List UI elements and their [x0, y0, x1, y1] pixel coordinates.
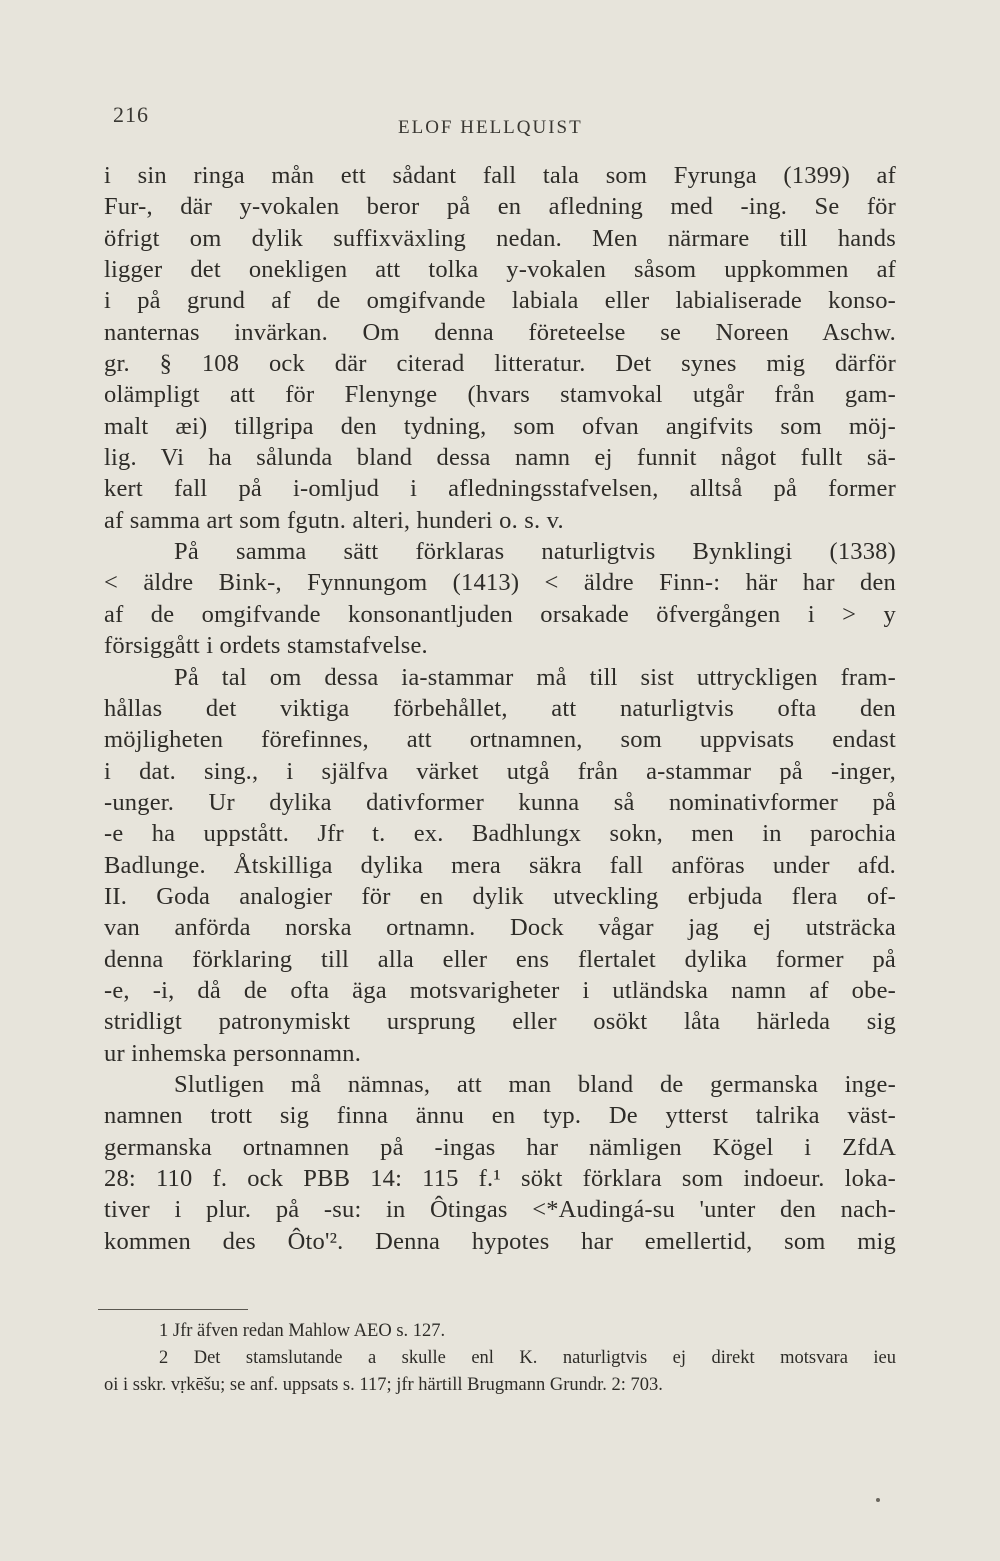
- text-line: Fur-, där y-vokalen beror på en afledning med -ing. Se för: [104, 193, 896, 221]
- footnote-line: oi i sskr. vṛkēšu; se anf. uppsats s. 117; jfr härtill Brugmann Grundr. 2: 703.: [104, 1375, 663, 1395]
- text-line: kert fall på i-omljud i afledningsstafvelsen, alltså på former: [104, 475, 896, 503]
- text-line: kommen des Ôto'². Denna hypotes har emellertid, som mig: [104, 1227, 896, 1255]
- text-line: olämpligt att för Flenynge (hvars stamvokal utgår från gam-: [104, 381, 896, 409]
- text-line: i dat. sing., i själfva värket utgå från a-stammar på -inger,: [104, 757, 896, 785]
- text-line: På tal om dessa ia-stammar må till sist uttryckligen fram-: [174, 663, 896, 691]
- text-line: lig. Vi ha sålunda bland dessa namn ej funnit något fullt sä-: [104, 444, 896, 472]
- text-line: < äldre Bink-, Fynnungom (1413) < äldre Finn-: här har den: [104, 569, 896, 597]
- text-line: hållas det viktiga förbehållet, att naturligtvis ofta den: [104, 694, 896, 722]
- text-line: af de omgifvande konsonantljuden orsakade öfvergången i > y: [104, 600, 896, 628]
- text-line: nanternas invärkan. Om denna företeelse se Noreen Aschw.: [104, 318, 896, 346]
- text-line: Badlunge. Åtskilliga dylika mera säkra fall anföras under afd.: [104, 851, 896, 879]
- text-line: tiver i plur. på -su: in Ôtingas <*Audingá-su 'unter den nach-: [104, 1196, 896, 1224]
- text-line: -e ha uppstått. Jfr t. ex. Badhlungx sokn, men in parochia: [104, 820, 896, 848]
- footnote-line: 1 Jfr äfven redan Mahlow AEO s. 127.: [159, 1321, 446, 1341]
- text-line: försiggått i ordets stamstafvelse.: [104, 632, 428, 660]
- text-line: -e, -i, då de ofta äga motsvarigheter i utländska namn af obe-: [104, 976, 896, 1004]
- text-line: i sin ringa mån ett sådant fall tala som Fyrunga (1399) af: [104, 162, 896, 189]
- running-head: ELOF HELLQUIST: [398, 117, 583, 138]
- footnote-divider: [98, 1309, 248, 1310]
- text-line: ligger det onekligen att tolka y-vokalen såsom uppkommen af: [104, 256, 896, 284]
- paper-speck: [876, 1498, 880, 1502]
- text-line: 28: 110 f. ock PBB 14: 115 f.¹ sökt förklara som indoeur. loka-: [104, 1165, 896, 1192]
- footnotes: [104, 1318, 896, 1399]
- text-line: Slutligen må nämnas, att man bland de germanska inge-: [174, 1070, 896, 1098]
- text-line: van anförda norska ortnamn. Dock vågar jag ej utsträcka: [104, 914, 896, 942]
- text-line: malt æi) tillgripa den tydning, som ofvan angifvits som möj-: [104, 412, 896, 440]
- footnote-line: 2 Det stamslutande a skulle enl K. naturligtvis ej direkt motsvara ieu: [159, 1348, 896, 1368]
- page-number: 216: [113, 102, 149, 127]
- text-line: På samma sätt förklaras naturligtvis Bynklingi (1338): [174, 538, 896, 566]
- text-line: germanska ortnamnen på -ingas har nämligen Kögel i ZfdA: [104, 1133, 896, 1161]
- text-line: stridligt patronymiskt ursprung eller osökt låta härleda sig: [104, 1008, 896, 1036]
- text-line: namnen trott sig finna ännu en typ. De ytterst talrika väst-: [104, 1102, 896, 1130]
- text-line: ur inhemska personnamn.: [104, 1039, 362, 1067]
- text-line: af samma art som fgutn. alteri, hunderi o. s. v.: [104, 506, 564, 534]
- text-line: öfrigt om dylik suffixväxling nedan. Men närmare till hands: [104, 224, 896, 252]
- body-text: [104, 160, 896, 1257]
- text-line: -unger. Ur dylika dativformer kunna så nominativformer på: [104, 788, 896, 816]
- text-line: gr. § 108 ock där citerad litteratur. Det synes mig därför: [104, 350, 896, 378]
- text-line: II. Goda analogier för en dylik utveckling erbjuda flera of-: [104, 882, 896, 910]
- text-line: möjligheten förefinnes, att ortnamnen, som uppvisats endast: [104, 726, 896, 754]
- text-line: i på grund af de omgifvande labiala eller labialiserade konso-: [104, 287, 896, 315]
- text-line: denna förklaring till alla eller ens flertalet dylika former på: [104, 945, 896, 973]
